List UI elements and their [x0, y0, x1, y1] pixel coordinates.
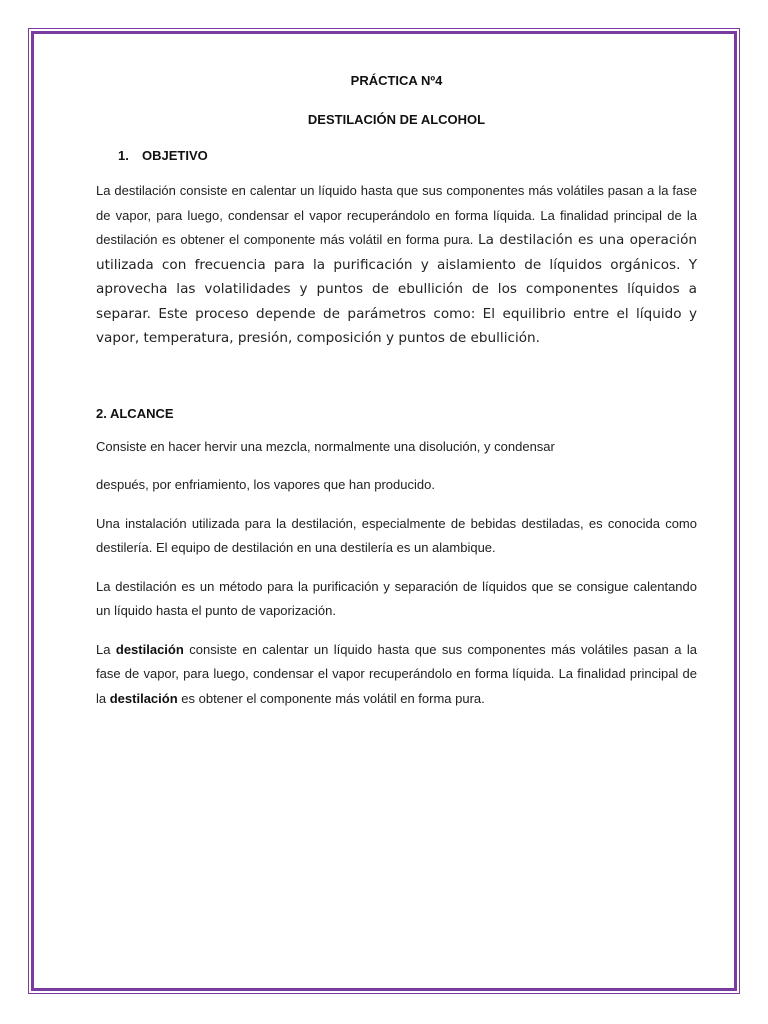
para5-text-3: es obtener el componente más volátil en forma pura. [177, 690, 485, 706]
document-title: PRÁCTICA Nº4 [350, 73, 443, 88]
document-subtitle: DESTILACIÓN DE ALCOHOL [307, 112, 486, 127]
alcance-paragraph-5 [96, 638, 697, 712]
para5-text-2: consiste en calentar un líquido hasta que sus componentes más volátiles pasan a la fase de vapor, para luego, condensar el vapor recuperándolo en forma líquida. La finalidad principal de la [96, 641, 697, 706]
para5-bold-2: destilación [109, 690, 178, 706]
section-title: OBJETIVO [142, 148, 208, 163]
alcance-paragraph-1: Consiste en hacer hervir una mezcla, normalmente una disolución, y condensar [96, 438, 555, 454]
para5-text-1: La [96, 641, 116, 657]
objetivo-paragraph [96, 179, 697, 351]
section-heading-objetivo [118, 148, 697, 163]
alcance-paragraph-2: después, por enfriamiento, los vapores que han producido. [96, 477, 435, 492]
para5-bold-1: destilación [115, 641, 184, 657]
alcance-paragraph-4: La destilación es un método para la purificación y separación de líquidos que se consigue calentando un líquido hasta el punto de vaporización. [96, 578, 697, 618]
objetivo-text-small: La destilación consiste en calentar un líquido hasta que sus componentes más volátiles pasan a la fase de vapor, para luego, condensar el vapor recuperándolo en forma líquida. La finalidad principal de la destilación es obtener el componente más volátil en forma pura. [96, 183, 697, 247]
alcance-paragraph-3: Una instalación utilizada para la destilación, especialmente de bebidas destiladas, es conocida como destilería. El equipo de destilación en una destilería es un alambique. [96, 515, 697, 555]
section-number: 1. [118, 148, 129, 163]
section-heading-alcance: 2. ALCANCE [96, 405, 174, 421]
document-body [96, 70, 697, 711]
objetivo-text-large: La destilación es una operación utilizada con frecuencia para la purificación y aislamiento de líquidos orgánicos. Y aprovecha las volatilidades y puntos de ebullición de los componentes líquidos a separar. Este proceso depende de parámetros como: El equilibrio entre el líquido y vapor, temperatura, presión, composición y puntos de ebullición. [96, 232, 698, 346]
